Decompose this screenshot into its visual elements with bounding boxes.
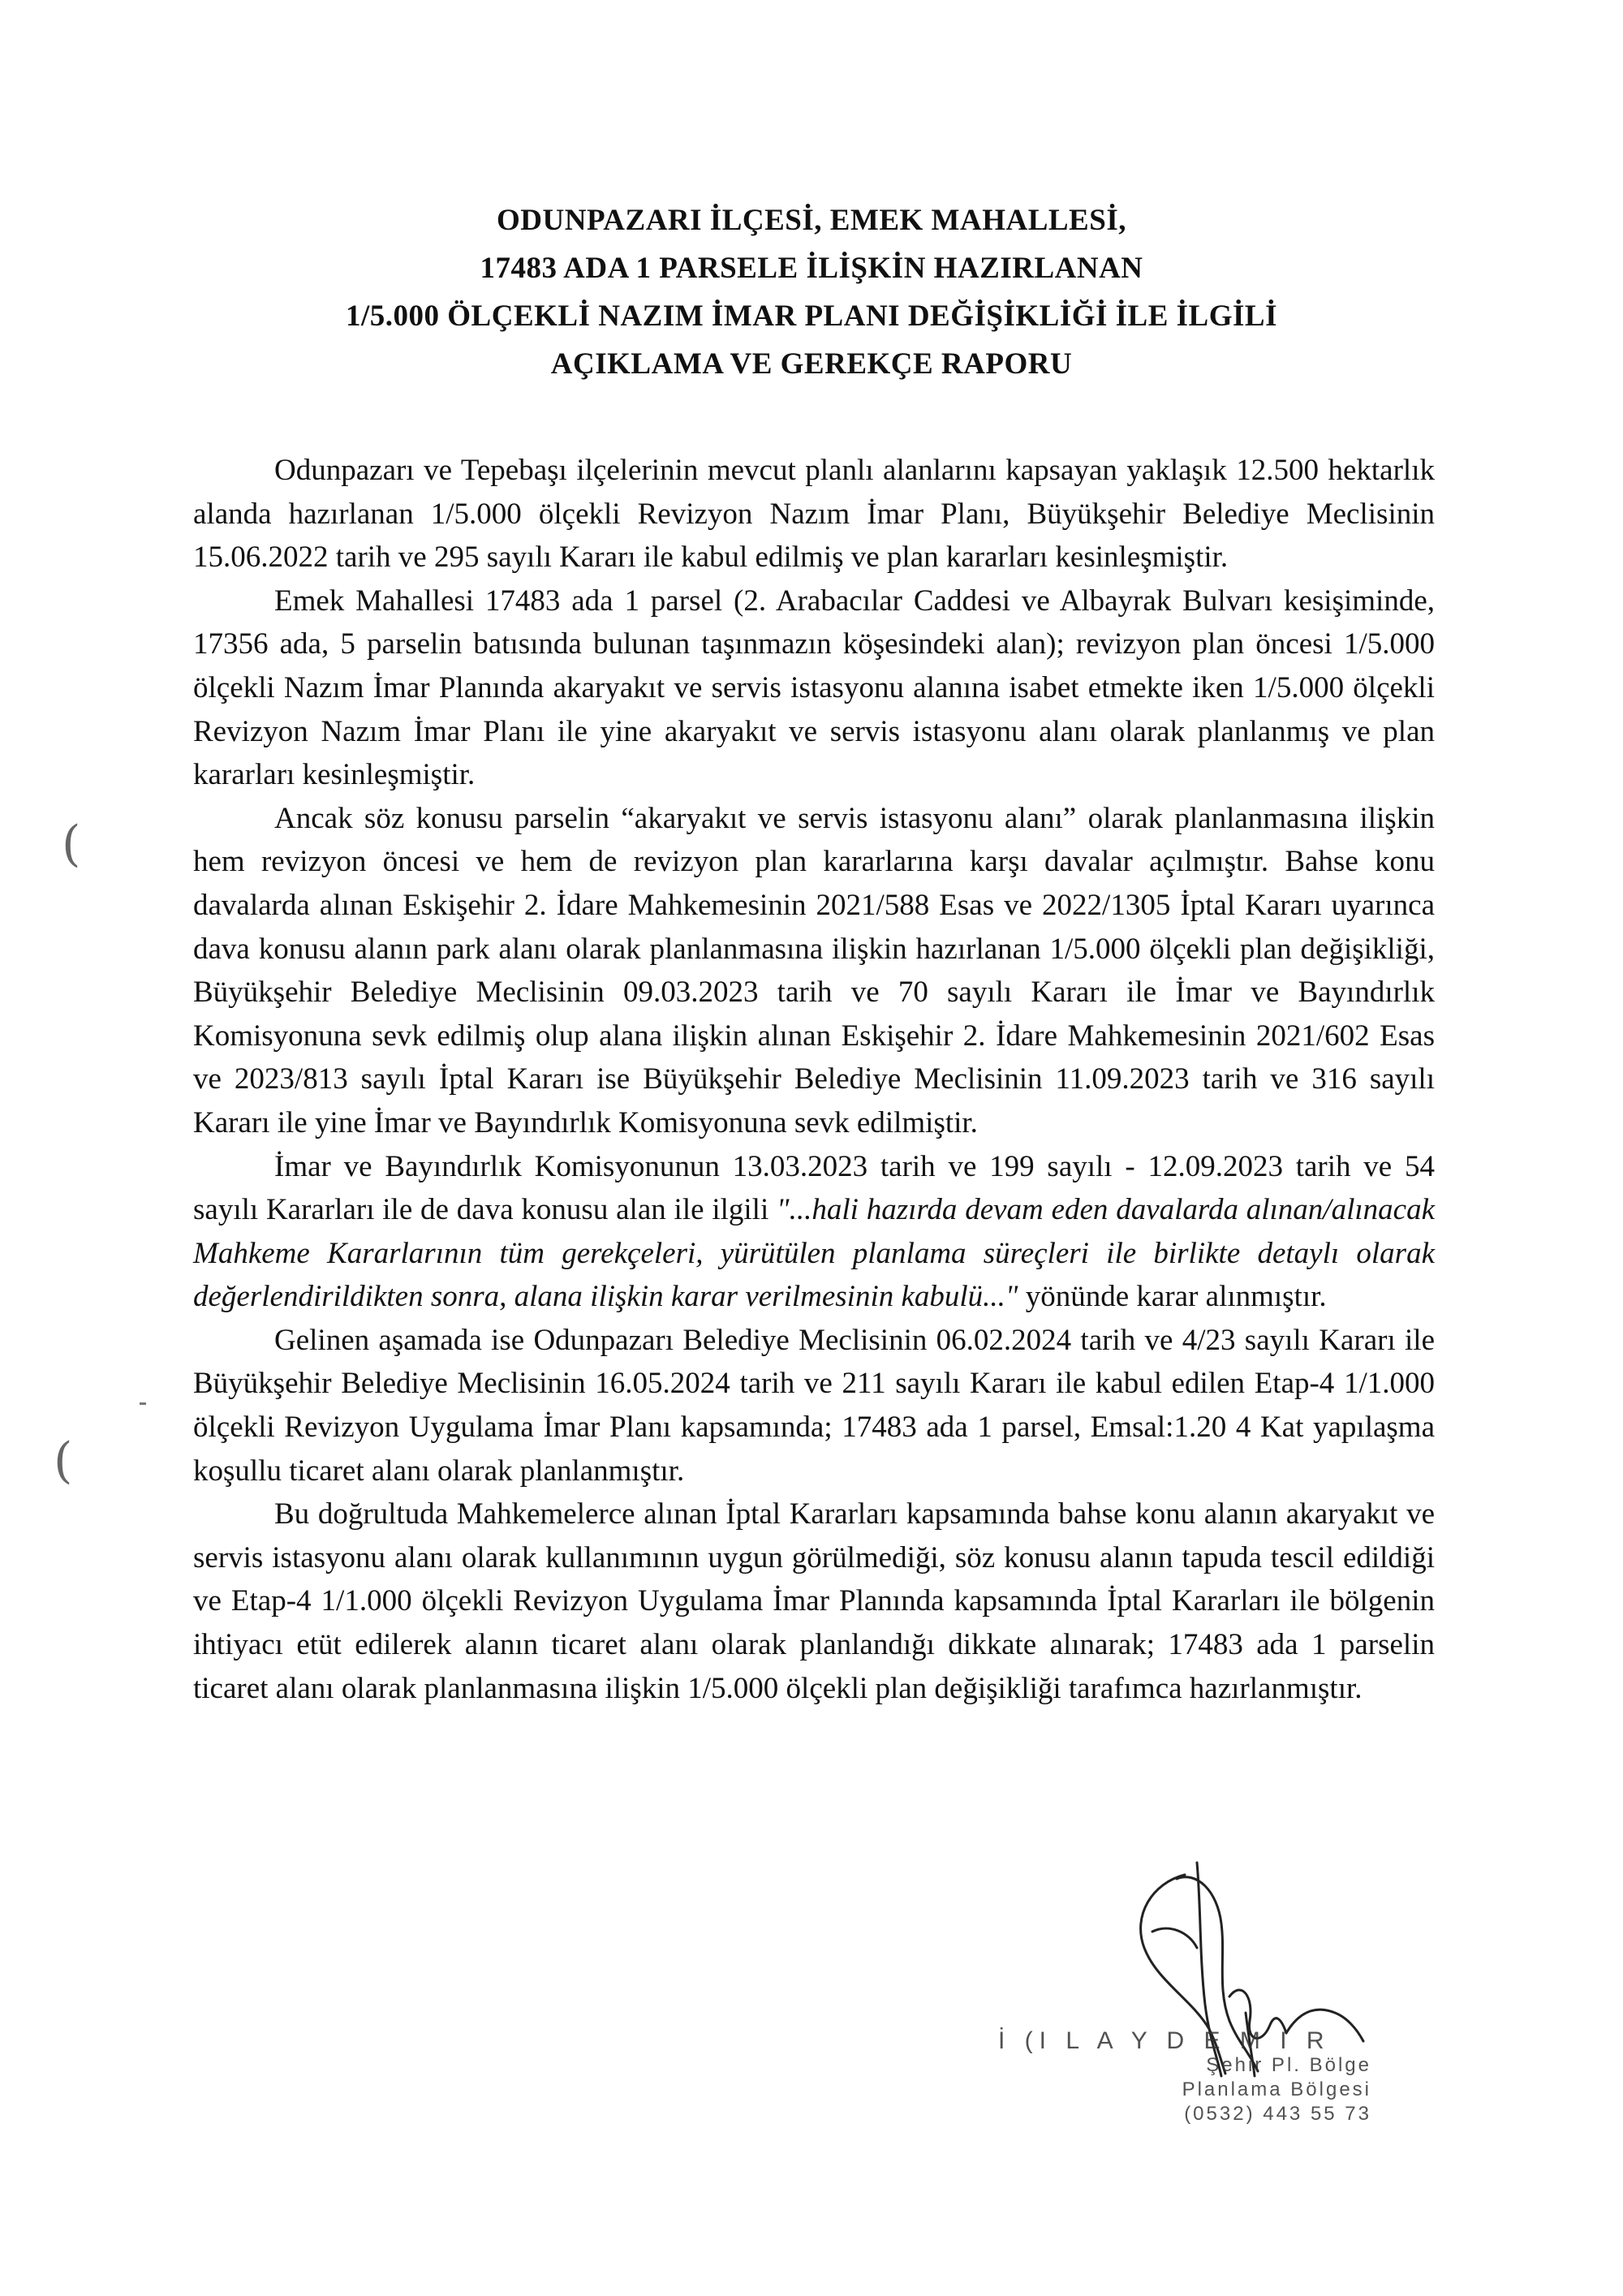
paragraph-1: Odunpazarı ve Tepebaşı ilçelerinin mevcut planlı alanlarını kapsayan yaklaşık 12.500 hektarlık alanda hazırlanan 1/5.000 ölçekli Revizyon Nazım İmar Planı, Büyükşehir Belediye Meclisinin 15.06.2022 tarih ve 295 sayılı Kararı ile kabul edilmiş ve plan kararları kesinleşmiştir. (193, 454, 1435, 575)
paragraph-3: Ancak söz konusu parselin “akaryakıt ve servis istasyonu alanı” olarak planlanmasına ilişkin hem revizyon öncesi ve hem de revizyon plan kararlarına karşı davalar açılmıştır. Bahse konu davalarda alınan Eskişehir 2. İdare Mahkemesinin 2021/588 Esas ve 2022/1305 İptal Kararı uyarınca dava konusu alanın park alanı olarak planlanmasına ilişkin hazırlanan 1/5.000 ölçekli plan değişikliği, Büyükşehir Belediye Meclisinin 09.03.2023 tarih ve 70 sayılı Kararı ile İmar ve Bayındırlık Komisyonuna sevk edilmiş olup alana ilişkin alınan Eskişehir 2. İdare Mahkemesinin 2021/602 Esas ve 2023/813 sayılı İptal Kararı ise Büyükşehir Belediye Meclisinin 11.09.2023 tarih ve 316 sayılı Kararı ile yine İmar ve Bayındırlık Komisyonuna sevk edilmiştir. (193, 801, 1435, 1139)
title-line-2: 17483 ADA 1 PARSELE İLİŞKİN HAZIRLANAN (480, 252, 1143, 285)
paragraph-2: Emek Mahallesi 17483 ada 1 parsel (2. Arabacılar Caddesi ve Albayrak Bulvarı kesişiminde, 17356 ada, 5 parselin batısında bulunan taşınmazın köşesindeki alan); revizyon plan öncesi 1/5.000 ölçekli Nazım İmar Planında akaryakıt ve servis istasyonu alanına isabet etmekte iken 1/5.000 ölçekli Revizyon Nazım İmar Planı ile yine akaryakıt ve servis istasyonu alanı olarak planlanmış ve plan kararları kesinleşmiştir. (193, 584, 1435, 792)
document-body (193, 449, 1435, 1710)
margin-tick-mark (140, 1402, 146, 1405)
paragraph-4-quote: "...hali hazırda devam eden davalarda alınan/alınacak Mahkeme Kararlarının tüm gerekçeleri, yürütülen planlama süreçleri ile birlikte detaylı olarak değerlendirildikten sonra, alana ilişkin karar verilmesinin kabulü..." (193, 1193, 1435, 1314)
title-line-4: AÇIKLAMA VE GEREKÇE RAPORU (550, 347, 1073, 381)
stamp-phone-line: (0532) 443 55 73 (1184, 2103, 1371, 2125)
stamp-name-line: İ (I L A Y D E M I R (998, 2027, 1331, 2054)
hole-punch-mark-icon: ( (54, 1432, 73, 1489)
paragraph-4-start: İmar ve Bayındırlık Komisyonunun 13.03.2023 tarih ve 199 sayılı - 12.09.2023 tarih ve 54 sayılı Kararları ile de dava konusu alan ile ilgili (193, 1149, 1435, 1227)
paragraph-4 (193, 1145, 1435, 1319)
document-title (162, 196, 1461, 388)
title-line-1: ODUNPAZARI İLÇESİ, EMEK MAHALLESİ, (497, 204, 1126, 237)
hole-punch-mark-icon: ( (62, 816, 81, 872)
paragraph-5: Gelinen aşamada ise Odunpazarı Belediye Meclisinin 06.02.2024 tarih ve 4/23 sayılı Kararı ile Büyükşehir Belediye Meclisinin 16.05.2024 tarih ve 211 sayılı Kararı ile kabul edilen Etap-4 1/1.000 ölçekli Revizyon Uygulama İmar Planı kapsamında; 17483 ada 1 parsel, Emsal:1.20 4 Kat yapılaşma koşullu ticaret alanı olarak planlanmıştır. (193, 1323, 1435, 1488)
paragraph-6: Bu doğrultuda Mahkemelerce alınan İptal Kararları kapsamında bahse konu alanın akaryakıt ve servis istasyonu alanı olarak kullanımının uygun görülmediği, söz konusu alanın tapuda tescil edildiği ve Etap-4 1/1.000 ölçekli Revizyon Uygulama İmar Planında kapsamında İptal Kararları ile bölgenin ihtiyacı etüt edilerek alanın ticaret alanı olarak planlandığı dikkate alınarak; 17483 ada 1 parselin ticaret alanı olarak planlanmasına ilişkin 1/5.000 ölçekli plan değişikliği tarafımca hazırlanmıştır. (193, 1497, 1435, 1705)
title-line-3: 1/5.000 ÖLÇEKLİ NAZIM İMAR PLANI DEĞİŞİKLİĞİ İLE İLGİLİ (346, 299, 1277, 333)
stamp-title-line: Şehir Pl. Bölge (1206, 2054, 1371, 2076)
paragraph-4-end: yönünde karar alınmıştır. (1018, 1280, 1327, 1314)
official-stamp (998, 2029, 1371, 2126)
stamp-department-line: Planlama Bölgesi (1182, 2078, 1371, 2100)
